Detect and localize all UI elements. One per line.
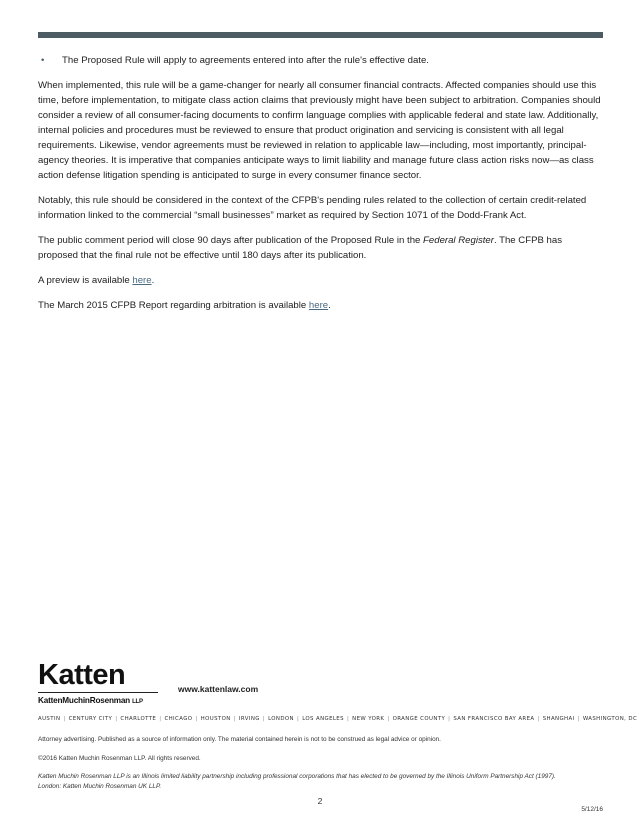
office-name: SHANGHAI: [542, 716, 575, 722]
preview-link[interactable]: here: [132, 275, 152, 286]
logo-llp: LLP: [132, 699, 143, 705]
logo-divider: [38, 692, 158, 693]
firm-logo: [38, 660, 603, 705]
paragraph-context: Notably, this rule should be considered in the context of the CFPB's pending rules related to the collection of certain credit-related information linked to the commercial “small businesses” market as required by Section 1071 of the Dodd-Frank Act.: [38, 195, 587, 221]
paragraph-preview: [38, 273, 603, 288]
logo-subtitle: [38, 696, 603, 705]
office-separator: |: [159, 716, 162, 722]
office-list: [38, 716, 638, 722]
legal-line-london: London: Katten Muchin Rosenman UK LLP.: [38, 783, 162, 790]
office-separator: |: [63, 716, 66, 722]
federal-register: Federal Register: [423, 235, 494, 246]
bullet-text: The Proposed Rule will apply to agreements entered into after the rule's effective date.: [62, 55, 429, 66]
preview-text: A preview is available: [38, 275, 133, 286]
report-text: The March 2015 CFPB Report regarding arbitration is available: [38, 300, 309, 311]
footer: [38, 659, 638, 790]
comment-text-a: The public comment period will close 90 days after publication of the Proposed Rule in the: [38, 235, 424, 246]
office-name: CHICAGO: [164, 716, 193, 722]
bullet-dot: •: [41, 55, 45, 66]
office-name: LONDON: [268, 716, 294, 722]
office-separator: |: [115, 716, 118, 722]
office-separator: |: [262, 716, 266, 722]
office-separator: |: [346, 716, 350, 722]
disclaimer: Attorney advertising. Published as a source of information only. The material contained herein is not to be construed as legal advice or opinion.: [38, 736, 441, 743]
logo-firm-name: KattenMuchinRosenman: [38, 696, 130, 705]
legal-line: Katten Muchin Rosenman LLP is an Illinois limited liability partnership including professional corporations that has elected to be governed by the Illinois Uniform Partnership Act (1997).: [38, 773, 556, 780]
office-separator: |: [233, 716, 236, 722]
office-name: CHARLOTTE: [120, 716, 157, 722]
report-period: .: [328, 300, 331, 311]
office-separator: |: [577, 716, 580, 722]
office-name: NEW YORK: [352, 716, 385, 722]
comment-text-b: . The CFPB has proposed that the final rule not be effective until 180 days after its publication.: [38, 235, 563, 261]
office-separator: |: [296, 716, 300, 722]
office-name: WASHINGTON, DC: [582, 716, 638, 722]
office-name: SAN FRANCISCO BAY AREA: [453, 716, 535, 722]
paragraph-comment-period: [38, 233, 603, 263]
document-body: [38, 53, 603, 323]
office-separator: |: [387, 716, 390, 722]
legal-notice: [38, 772, 603, 792]
office-name: IRVING: [238, 716, 260, 722]
office-name: AUSTIN: [38, 716, 61, 722]
bullet-item: [38, 53, 603, 68]
preview-period: .: [151, 275, 155, 286]
paragraph-report: [38, 298, 603, 313]
office-name: CENTURY CITY: [68, 716, 113, 722]
office-separator: |: [537, 716, 540, 722]
document-date: 5/12/16: [581, 806, 603, 813]
report-link[interactable]: here: [308, 300, 329, 311]
office-name: LOS ANGELES: [302, 716, 344, 722]
logo-wordmark: Katten: [38, 659, 126, 691]
paragraph-implementation: When implemented, this rule will be a game-changer for nearly all consumer financial contracts. Affected companies should use this time, before implementation, to mitigate class action claims that previously might have been subject to arbitration. Companies should consider a review of all consumer-facing documents to confirm language complies with applicable federal and state law. Additionally, internal policies and procedures must be reviewed to ensure that product origination and servicing is consistent with all legal requirements. Likewise, vendor agreements must be reviewed in relation to applicable law—including, most importantly, principal-agency theories. It is imperative that companies anticipate ways to limit liability and manage future class action risks now—as class action defense litigation spending is anticipated to surge in every consumer finance sector.: [38, 80, 601, 181]
page-number: 2: [317, 796, 323, 806]
office-name: ORANGE COUNTY: [392, 716, 446, 722]
header-rule: [38, 32, 603, 38]
website-link[interactable]: www.kattenlaw.com: [178, 684, 259, 694]
office-name: HOUSTON: [200, 716, 231, 722]
office-separator: |: [448, 716, 451, 722]
copyright: ©2016 Katten Muchin Rosenman LLP. All rights reserved.: [38, 755, 201, 762]
office-separator: |: [195, 716, 198, 722]
